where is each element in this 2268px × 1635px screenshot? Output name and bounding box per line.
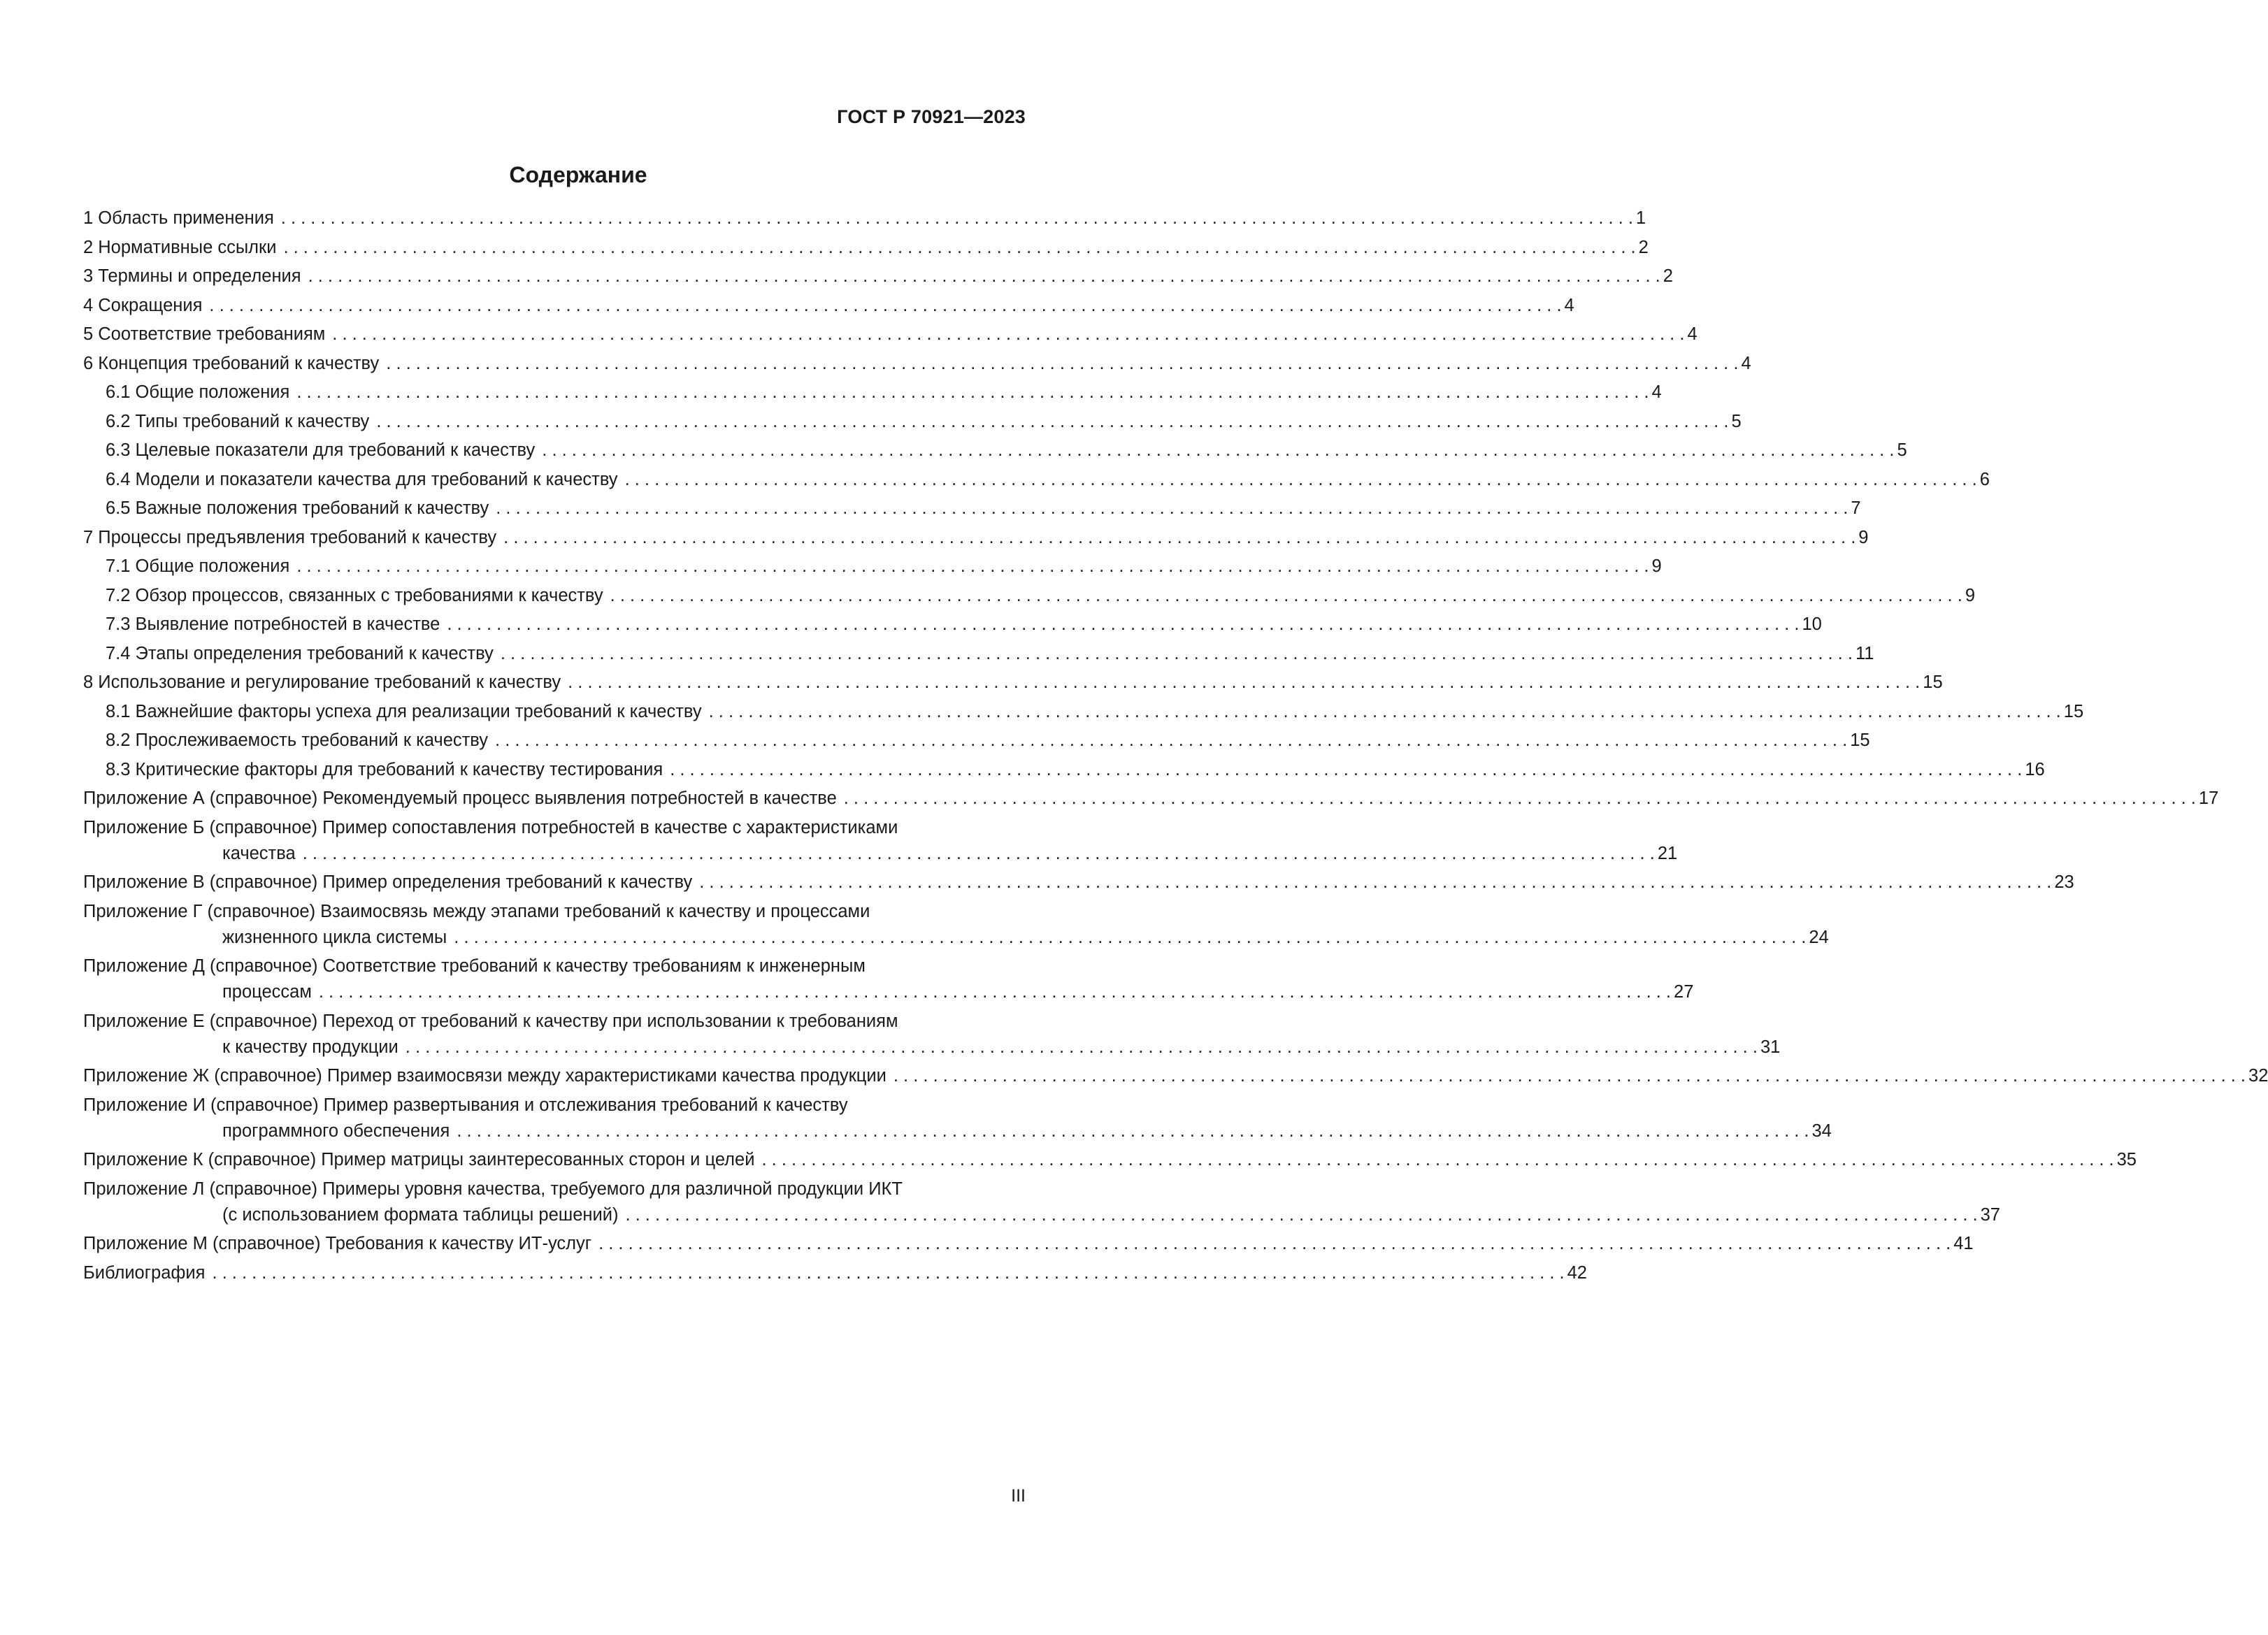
dot-leader <box>212 1260 1564 1286</box>
toc-entry-page: 24 <box>1809 927 1829 947</box>
toc-entry-page: 4 <box>1564 295 1574 315</box>
toc-entry-page: 17 <box>2198 788 2219 808</box>
toc-entry-title: 7.2 Обзор процессов, связанных с требованиями к качеству <box>106 585 603 605</box>
toc-entry[interactable] <box>83 870 2074 895</box>
dot-leader <box>503 525 1856 551</box>
dot-leader <box>598 1231 1951 1257</box>
toc-entry[interactable] <box>83 815 1678 867</box>
toc-entry[interactable] <box>83 438 1907 463</box>
toc-entry-page: 34 <box>1811 1121 1832 1141</box>
toc-entry-title: 8.2 Прослеживаемость требований к качеству <box>106 730 489 750</box>
toc-entry-page: 4 <box>1687 324 1698 344</box>
dot-leader <box>447 612 1799 638</box>
toc-entry-title: 1 Область применения <box>83 208 274 228</box>
dot-leader <box>386 351 1738 377</box>
document-code: ГОСТ Р 70921—2023 <box>837 106 1026 127</box>
toc-entry-title: 6.5 Важные положения требований к качеству <box>106 498 489 518</box>
dot-leader <box>332 322 1684 347</box>
dot-leader <box>699 870 2051 895</box>
dot-leader <box>709 699 2061 725</box>
toc-entry[interactable] <box>83 757 2045 783</box>
toc-entry-title: 6.1 Общие положения <box>106 382 290 402</box>
toc-entry-title: Приложение Д (справочное) Соответствие требований к качеству требованиям к инженерным <box>83 956 866 976</box>
dot-leader <box>844 786 2196 812</box>
toc-entry-title: Приложение А (справочное) Рекомендуемый процесс выявления потребностей в качестве <box>83 788 837 808</box>
toc-entry-page: 6 <box>1979 469 1990 489</box>
toc-entry-page: 41 <box>1953 1234 1974 1253</box>
dot-leader <box>457 1118 1809 1144</box>
dot-leader <box>501 641 1853 667</box>
toc-entry-page: 42 <box>1567 1262 1587 1283</box>
toc-entry-page: 5 <box>1897 440 1907 460</box>
toc-entry[interactable] <box>83 293 1574 319</box>
toc-entry-title: Приложение Ж (справочное) Пример взаимосвязи между характеристиками качества продукции <box>83 1066 887 1086</box>
toc-entry-page: 9 <box>1651 556 1662 576</box>
toc-entry-page: 15 <box>2063 701 2084 721</box>
toc-entry[interactable] <box>83 380 1662 405</box>
toc-entry-page: 4 <box>1741 353 1751 373</box>
toc-entry-page: 32 <box>2248 1066 2268 1086</box>
toc-entry-page: 7 <box>1851 498 1861 518</box>
toc-entry-title: Приложение Г (справочное) Взаимосвязь между этапами требований к качеству и процессами <box>83 901 870 921</box>
toc-entry-title: 5 Соответствие требованиям <box>83 324 326 344</box>
toc-entry-title-continuation: программного обеспечения <box>222 1121 450 1141</box>
toc-entry-title: 8 Использование и регулирование требований к качеству <box>83 672 561 692</box>
toc-entry-page: 16 <box>2025 759 2045 779</box>
toc-entry-page: 37 <box>1980 1204 2000 1225</box>
toc-entry[interactable] <box>83 235 1649 261</box>
dot-leader <box>761 1147 2113 1173</box>
toc-entry-title: 7 Процессы предъявления требований к качеству <box>83 527 497 547</box>
toc-entry-title: 4 Сокращения <box>83 295 203 315</box>
toc-entry-page: 27 <box>1674 982 1694 1002</box>
toc-entry-title: 7.4 Этапы определения требований к качеству <box>106 643 494 663</box>
toc-entry-title-continuation: качества <box>222 843 296 863</box>
toc-entry[interactable] <box>83 1063 2268 1089</box>
toc-entry-title: 7.3 Выявление потребностей в качестве <box>106 614 440 634</box>
toc-entry[interactable] <box>83 641 1874 667</box>
dot-leader <box>296 554 1649 579</box>
toc-entry[interactable] <box>83 351 1751 377</box>
toc-entry[interactable] <box>83 1147 2137 1173</box>
toc-entry-title: 6.2 Типы требований к качеству <box>106 411 370 431</box>
toc-entry[interactable] <box>83 612 1822 638</box>
toc-entry-title: 3 Термины и определения <box>83 266 301 286</box>
toc-entry[interactable] <box>83 899 1829 951</box>
dot-leader <box>209 293 1561 319</box>
toc-entry[interactable] <box>83 583 1975 609</box>
toc-entry-page: 35 <box>2116 1150 2137 1169</box>
dot-leader <box>454 925 1806 951</box>
toc-entry[interactable] <box>83 1093 1832 1144</box>
dot-leader <box>495 728 1847 754</box>
toc-entry[interactable] <box>83 467 1990 493</box>
toc-entry[interactable] <box>83 1231 1974 1257</box>
toc-entry-title: Библиография <box>83 1262 206 1283</box>
dot-leader <box>281 206 1633 231</box>
dot-leader <box>893 1063 2246 1089</box>
toc-entry[interactable] <box>83 670 1943 696</box>
page-number: III <box>1011 1486 1026 1506</box>
toc-entry-page: 2 <box>1638 237 1649 257</box>
toc-entry[interactable] <box>83 786 2219 812</box>
toc-entry-title: Приложение Б (справочное) Пример сопоставления потребностей в качестве с характеристиками <box>83 817 898 837</box>
toc-entry-title: 7.1 Общие положения <box>106 556 290 576</box>
toc-entry-page: 21 <box>1657 843 1678 863</box>
toc-entry-title: Приложение К (справочное) Пример матрицы заинтересованных сторон и целей <box>83 1150 755 1169</box>
toc-entry-page: 15 <box>1923 672 1943 692</box>
toc-entry-page: 15 <box>1850 730 1870 750</box>
toc-entry[interactable] <box>83 525 1869 551</box>
toc-entry[interactable] <box>83 699 2084 725</box>
dot-leader <box>283 235 1635 261</box>
toc-entry[interactable] <box>83 728 1870 754</box>
dot-leader <box>308 264 1660 289</box>
toc-entry[interactable] <box>83 409 1742 435</box>
toc-entry[interactable] <box>83 1176 2000 1228</box>
toc-entry[interactable] <box>83 953 1694 1005</box>
dot-leader <box>303 841 1655 867</box>
toc-entry-title: 8.1 Важнейшие факторы успеха для реализации требований к качеству <box>106 701 702 721</box>
toc-entry-page: 9 <box>1965 585 1975 605</box>
dot-leader <box>296 380 1649 405</box>
toc-entry-page: 23 <box>2054 872 2074 892</box>
dot-leader <box>496 496 1848 521</box>
toc-entry-title: 8.3 Критические факторы для требований к качеству тестирования <box>106 759 663 779</box>
dot-leader <box>610 583 1962 609</box>
toc-entry-title-continuation: жизненного цикла системы <box>222 927 447 947</box>
dot-leader <box>670 757 2022 783</box>
toc-entry[interactable] <box>83 206 1646 231</box>
toc-entry-title: Приложение М (справочное) Требования к качеству ИТ-услуг <box>83 1234 592 1253</box>
dot-leader <box>542 438 1894 463</box>
toc-entry-page: 31 <box>1760 1037 1781 1057</box>
dot-leader <box>405 1035 1758 1060</box>
dot-leader <box>319 979 1671 1005</box>
toc-entry-title-continuation: процессам <box>222 982 312 1002</box>
toc-entry[interactable] <box>83 554 1662 579</box>
toc-title: Содержание <box>509 162 647 187</box>
toc-entry-title: 6.3 Целевые показатели для требований к качеству <box>106 440 536 460</box>
toc-entry-title: Приложение И (справочное) Пример развертывания и отслеживания требований к качеству <box>83 1095 848 1115</box>
toc-entry-page: 1 <box>1635 208 1646 228</box>
toc-entry[interactable] <box>83 1009 1781 1060</box>
toc-entry-page: 4 <box>1651 382 1662 402</box>
toc-entry[interactable] <box>83 322 1698 347</box>
toc-entry[interactable] <box>83 1260 1587 1286</box>
toc-entry-page: 5 <box>1731 411 1742 431</box>
toc-entry-title: 6.4 Модели и показатели качества для требований к качеству <box>106 469 618 489</box>
dot-leader <box>376 409 1728 435</box>
toc-entry-title-continuation: к качеству продукции <box>222 1037 399 1057</box>
toc-entry-page: 2 <box>1663 266 1673 286</box>
toc-entry-page: 11 <box>1855 643 1874 663</box>
dot-leader <box>625 1202 1977 1228</box>
toc-entry[interactable] <box>83 496 1861 521</box>
table-of-contents <box>83 206 2268 1289</box>
toc-entry-title-continuation: (с использованием формата таблицы решений) <box>222 1204 619 1225</box>
toc-entry[interactable] <box>83 264 1673 289</box>
dot-leader <box>625 467 1977 493</box>
toc-entry-title: 2 Нормативные ссылки <box>83 237 277 257</box>
toc-entry-title: Приложение Л (справочное) Примеры уровня качества, требуемого для различной продукции ИКТ <box>83 1179 903 1199</box>
dot-leader <box>568 670 1920 696</box>
toc-entry-title: Приложение Е (справочное) Переход от требований к качеству при использовании к требованиям <box>83 1011 898 1031</box>
toc-entry-page: 9 <box>1858 527 1869 547</box>
toc-entry-title: Приложение В (справочное) Пример определения требований к качеству <box>83 872 693 892</box>
toc-entry-title: 6 Концепция требований к качеству <box>83 353 380 373</box>
toc-entry-page: 10 <box>1802 614 1822 634</box>
